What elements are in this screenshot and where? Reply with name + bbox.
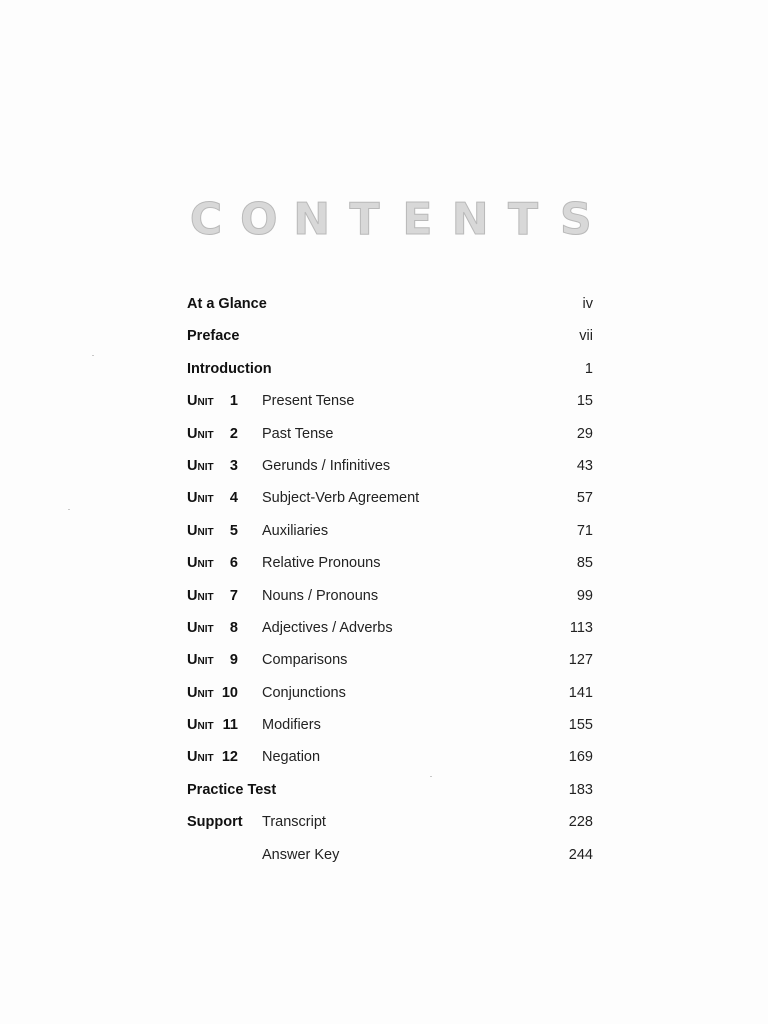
unit-number: 7 [229,587,238,604]
toc-page-number: 43 [576,457,593,474]
unit-word: Unit [187,393,214,410]
unit-number: 3 [229,457,238,474]
unit-word: Unit [187,652,214,669]
toc-entry-practice-test [187,774,593,806]
toc-topic: Subject-Verb Agreement [262,490,420,507]
toc-entry-label: Support [187,814,243,831]
unit-number: 8 [229,619,238,636]
toc-page-number: 113 [569,619,593,636]
toc-entry-unit-8 [187,612,593,644]
unit-word: Unit [187,619,214,636]
unit-word: Unit [187,457,214,474]
unit-number: 10 [221,684,238,701]
toc-page-number: iv [582,296,593,312]
toc-page-number: 85 [576,555,593,572]
toc-entry-unit-2 [187,418,593,450]
unit-number: 6 [229,555,238,572]
toc-topic: Auxiliaries [262,522,329,539]
toc-topic: Negation [262,749,321,766]
toc-topic: Conjunctions [262,684,346,701]
unit-word: Unit [187,425,214,442]
scan-speck [92,355,94,356]
toc-entry-unit-6 [187,547,593,579]
toc-entry-unit-11 [187,709,593,741]
title-letter: N [293,194,331,245]
toc-topic: Gerunds / Infinitives [262,457,391,474]
toc-page-number: 71 [576,522,593,539]
title-letter: O [240,194,278,245]
toc-topic: Relative Pronouns [262,555,381,572]
toc-entry-unit-4 [187,482,593,514]
toc-entry-preface [187,320,593,352]
toc-entry-label: Introduction [187,360,272,377]
unit-number: 11 [222,717,238,734]
title-letter: T [508,194,539,245]
toc-page-number: 228 [568,814,593,831]
toc-page-number: 99 [576,587,593,604]
toc-page-number: vii [579,328,593,345]
unit-number: 9 [229,652,238,669]
toc-page-number: 57 [576,490,593,507]
title-letter: C [189,194,223,245]
toc-page-number: 155 [568,717,593,734]
toc-page-number: 169 [568,749,593,766]
toc-entry-label: At a Glance [187,296,267,312]
unit-number: 1 [229,393,238,410]
toc-entry-at-a-glance [187,288,593,320]
title-letter: T [349,194,380,245]
unit-word: Unit [187,555,214,572]
contents-title [186,192,596,248]
toc-entry-support-transcript [187,806,593,838]
toc-topic: Past Tense [262,425,334,442]
scan-speck [68,509,70,510]
unit-word: Unit [187,684,214,701]
title-letter: N [451,194,489,245]
toc-entry-unit-10 [187,677,593,709]
toc-topic: Modifiers [262,717,321,734]
toc-entry-support-answer-key [187,839,593,871]
unit-word: Unit [187,490,214,507]
toc-entry-unit-12 [187,741,593,773]
toc-entry-label: Preface [187,328,240,345]
scan-speck [430,776,432,777]
unit-word: Unit [187,749,214,766]
toc-entry-label: Practice Test [187,781,277,798]
unit-number: 2 [229,425,238,442]
unit-number: 4 [229,490,238,507]
toc-topic: Nouns / Pronouns [262,587,379,604]
toc-entry-unit-5 [187,515,593,547]
unit-number: 12 [221,749,238,766]
toc-page-number: 15 [576,393,593,410]
unit-word: Unit [187,717,214,734]
unit-word: Unit [187,587,214,604]
title-letter: S [560,194,592,245]
toc-page-number: 1 [584,360,593,377]
unit-number: 5 [229,522,238,539]
toc-entry-unit-7 [187,580,593,612]
toc-page-number: 127 [568,652,593,669]
table-of-contents [187,288,593,871]
toc-topic: Answer Key [262,846,340,863]
toc-entry-introduction [187,353,593,385]
toc-topic: Present Tense [262,393,355,410]
toc-topic: Adjectives / Adverbs [262,619,393,636]
toc-entry-unit-1 [187,385,593,417]
toc-topic: Comparisons [262,652,348,669]
toc-entry-unit-9 [187,644,593,676]
toc-page-number: 244 [568,846,593,863]
toc-entry-unit-3 [187,450,593,482]
toc-page-number: 29 [576,425,593,442]
title-letter: E [402,194,433,245]
unit-word: Unit [187,522,214,539]
toc-page-number: 141 [568,684,593,701]
toc-topic: Transcript [262,814,326,831]
toc-page-number: 183 [568,781,593,798]
